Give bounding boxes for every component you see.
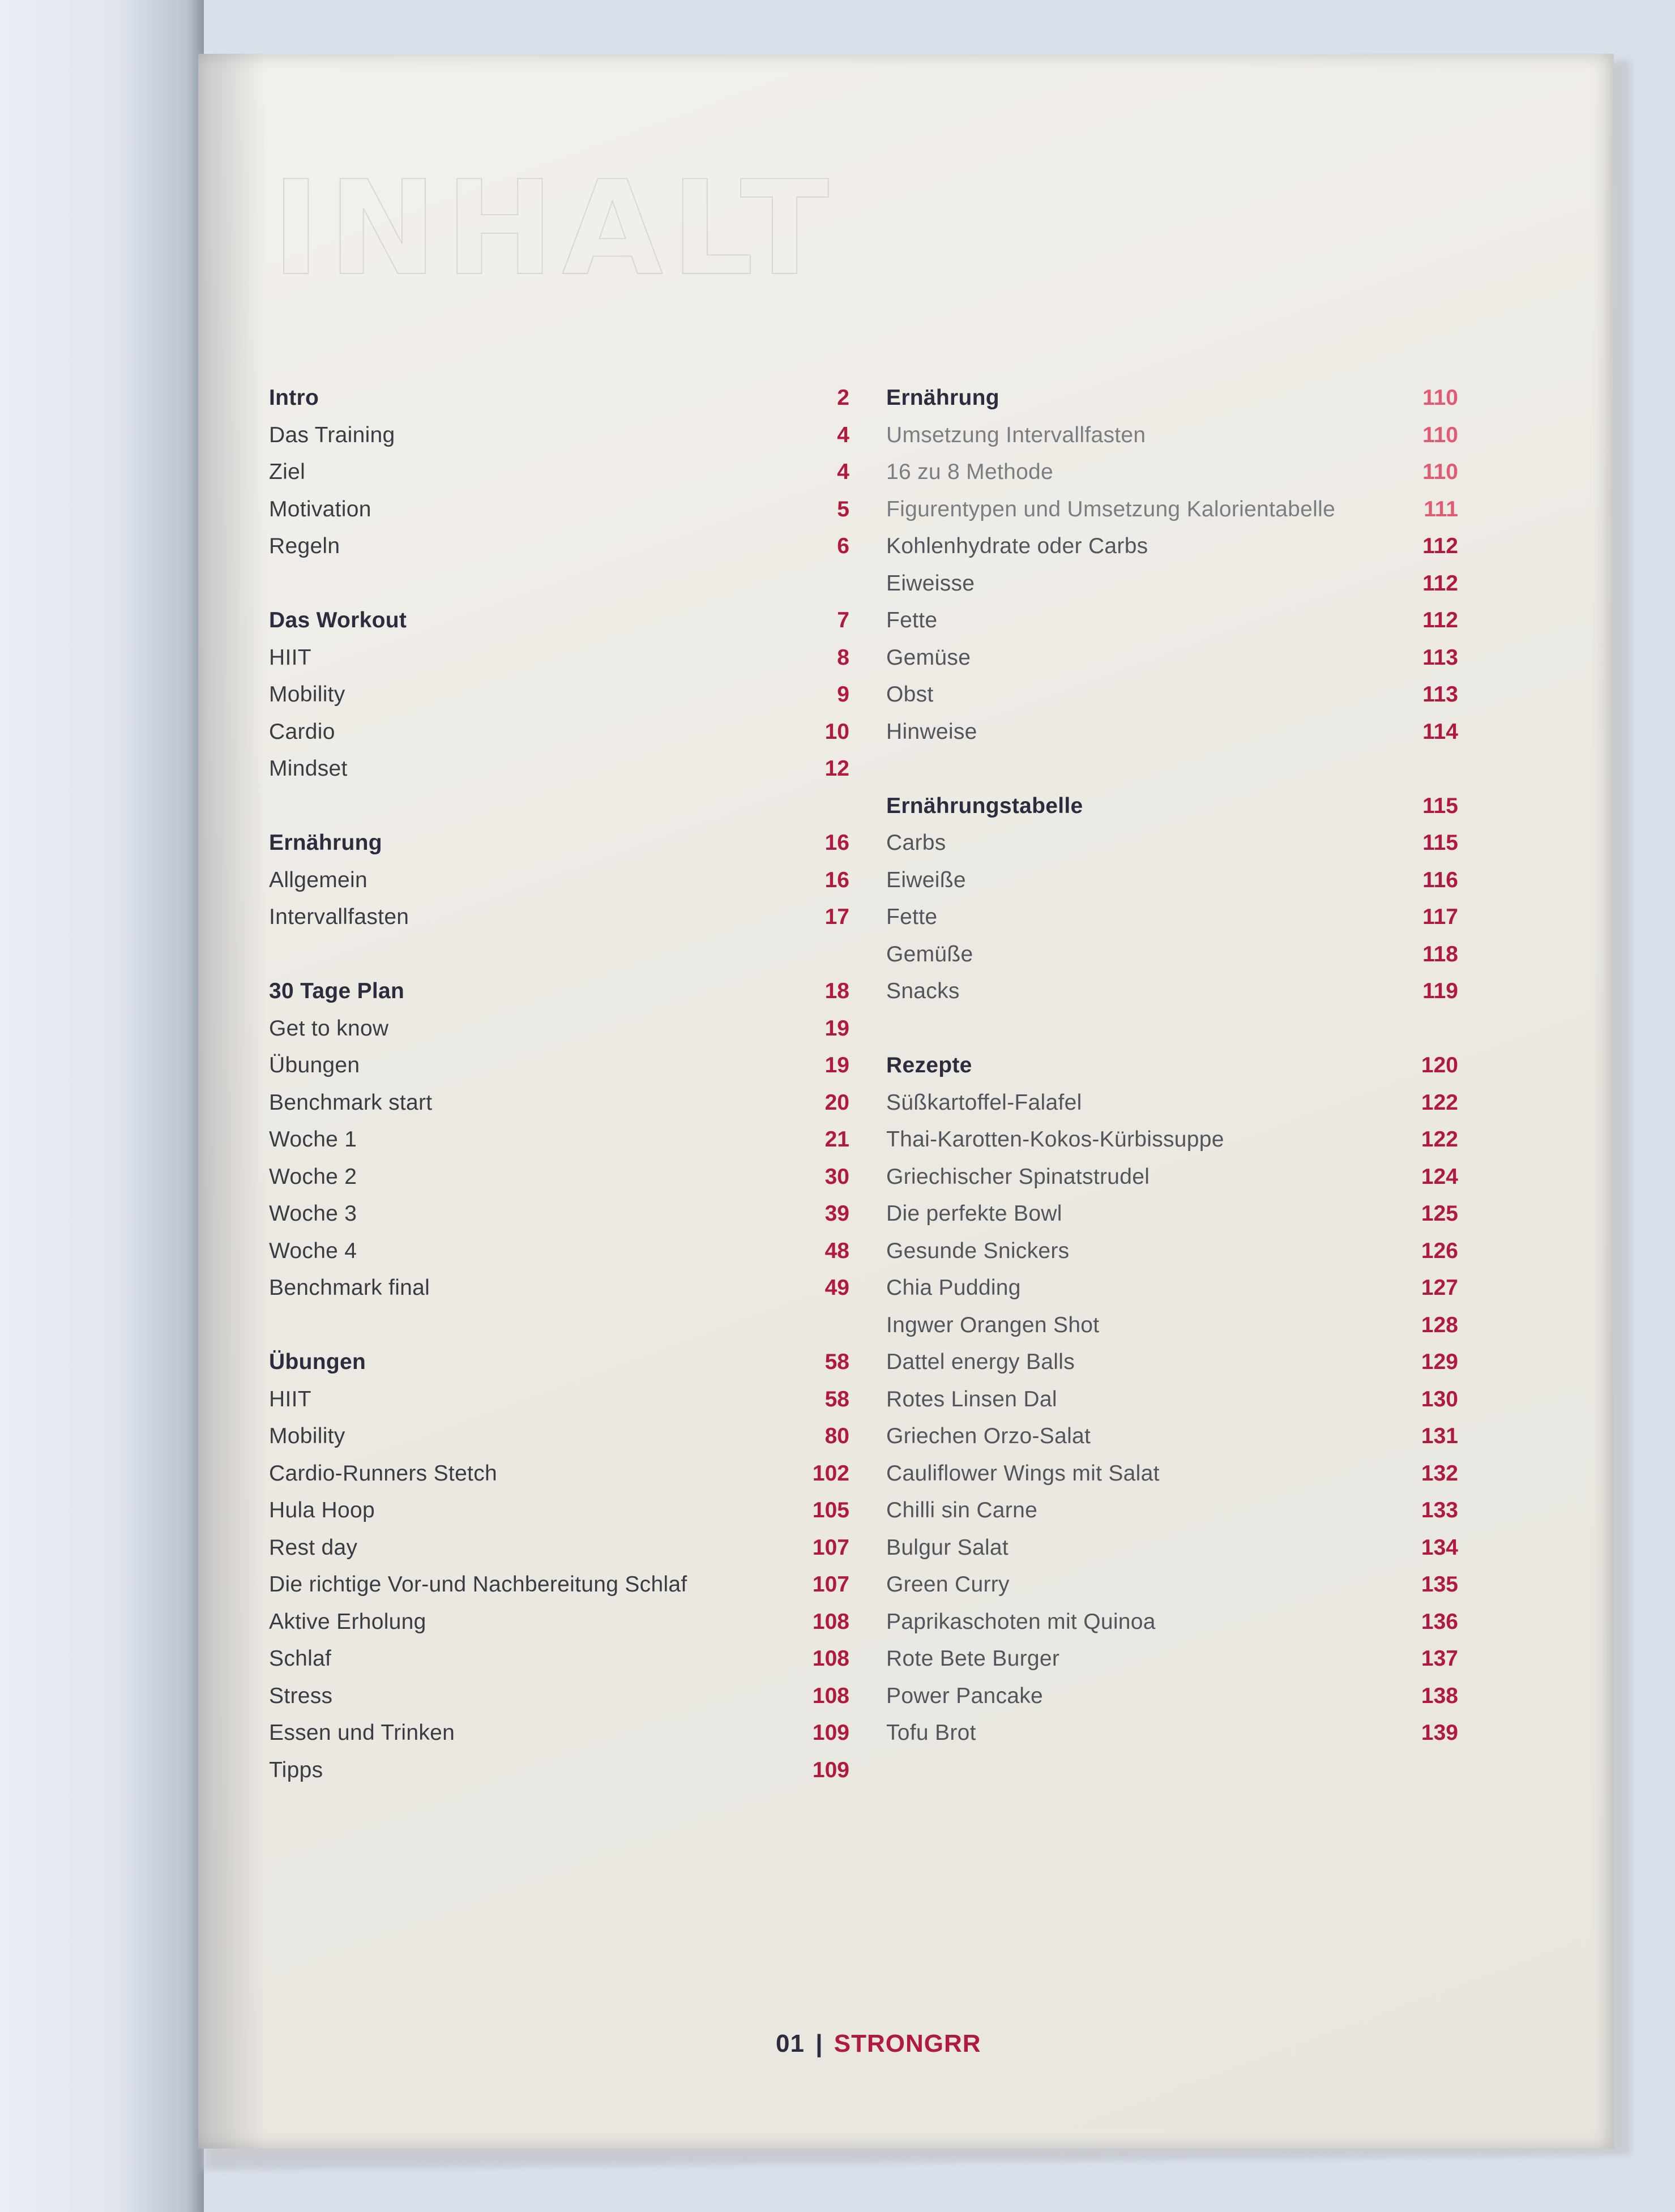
toc-entry-label: Die richtige Vor-und Nachbereitung Schlaf [269,1572,687,1597]
toc-entry[interactable] [886,1381,1458,1418]
toc-page-number: 112 [1422,571,1458,596]
toc-entry-label: Motivation [269,497,371,521]
toc-page-number: 134 [1421,1535,1458,1560]
toc-page-number: 132 [1421,1461,1458,1486]
toc-entry[interactable] [886,676,1458,713]
toc-page-number: 122 [1421,1090,1458,1115]
toc-entry[interactable] [886,1455,1458,1492]
toc-heading-label: Übungen [269,1350,366,1374]
toc-entry[interactable] [269,1714,849,1752]
toc-entry-label: Hinweise [886,719,977,744]
toc-page-number: 113 [1422,682,1458,707]
toc-page-number: 119 [1422,979,1458,1003]
toc-page-number: 117 [1422,905,1458,929]
toc-entry[interactable] [886,1158,1458,1196]
toc-page-number: 102 [812,1461,849,1486]
toc-entry-label: Intervallfasten [269,905,409,929]
toc-entry-label: Tofu Brot [886,1721,976,1745]
toc-entry[interactable] [886,1084,1458,1122]
toc-entry[interactable] [269,1418,849,1455]
previous-page-edge [0,0,204,2212]
toc-right-column [886,379,1458,1752]
toc-entry-label: Stress [269,1683,333,1708]
toc-entry-label: Die perfekte Bowl [886,1201,1062,1226]
toc-entry-label: Snacks [886,979,960,1003]
toc-entry-label: Rotes Linsen Dal [886,1387,1057,1411]
toc-entry-label: Übungen [269,1053,360,1077]
section-gap [886,750,1458,788]
toc-entry[interactable] [886,491,1458,528]
toc-entry-label: Benchmark start [269,1090,433,1115]
toc-entry-label: Griechen Orzo-Salat [886,1424,1091,1448]
toc-entry-label: Cardio-Runners Stetch [269,1461,497,1486]
toc-entry[interactable] [269,1492,849,1529]
toc-section-heading[interactable] [269,379,849,417]
footer-page-number: 01 [776,2030,805,2057]
toc-entry[interactable] [269,1678,849,1715]
toc-entry-label: Allgemein [269,867,368,892]
toc-entry[interactable] [886,1529,1458,1567]
toc-entry[interactable] [269,528,849,565]
toc-entry[interactable] [886,417,1458,454]
toc-section-heading[interactable] [269,1344,849,1381]
toc-entry-label: Figurentypen und Umsetzung Kalorientabelle [886,497,1336,521]
toc-entry[interactable] [886,528,1458,565]
toc-page-number: 139 [1421,1721,1458,1745]
toc-entry[interactable] [886,1233,1458,1270]
section-gap [886,1010,1458,1047]
toc-section [269,1344,849,1789]
toc-entry[interactable] [269,1566,849,1603]
toc-section [886,1047,1458,1752]
toc-page-number: 10 [824,719,849,744]
toc-entry-label: HIIT [269,1387,311,1411]
toc-entry[interactable] [269,1010,849,1047]
page-title: INHALT [272,153,837,305]
toc-entry[interactable] [269,1269,849,1307]
toc-entry-label: Fette [886,905,938,929]
toc-section-heading[interactable] [886,1047,1458,1084]
toc-heading-label: Intro [269,386,319,410]
toc-entry[interactable] [886,862,1458,899]
toc-left-column [269,379,849,1789]
toc-heading-label: Ernährungstabelle [886,793,1083,818]
toc-entry-label: Eiweisse [886,571,975,596]
toc-page-number: 7 [837,608,849,632]
toc-entry[interactable] [886,1121,1458,1158]
toc-page-number: 111 [1424,497,1458,521]
toc-page-number: 21 [824,1127,849,1152]
toc-entry[interactable] [886,1640,1458,1678]
toc-page-number: 18 [824,979,849,1003]
toc-heading-label: 30 Tage Plan [269,979,405,1003]
toc-page-number: 115 [1422,793,1458,818]
footer-brand: STRONGRR [834,2030,981,2057]
toc-page-number: 6 [837,534,849,558]
toc-entry[interactable] [269,639,849,677]
toc-page-number: 48 [824,1238,849,1263]
toc-entry-label: Süßkartoffel-Falafel [886,1090,1082,1115]
toc-entry-label: Gemüße [886,942,973,966]
toc-entry[interactable] [269,1158,849,1196]
toc-entry-label: Chilli sin Carne [886,1498,1038,1522]
toc-entry[interactable] [886,565,1458,602]
toc-entry-label: Woche 1 [269,1127,357,1152]
toc-heading-label: Ernährung [886,386,999,410]
toc-heading-label: Ernährung [269,831,382,855]
toc-page-number: 2 [837,386,849,410]
toc-entry[interactable] [269,1529,849,1567]
toc-page-number: 12 [824,756,849,781]
toc-entry-label: Green Curry [886,1572,1010,1597]
toc-entry[interactable] [886,602,1458,639]
toc-section-heading[interactable] [886,379,1458,417]
toc-section [269,602,849,788]
toc-page-number: 135 [1421,1572,1458,1597]
toc-entry-label: Eiweiße [886,867,966,892]
toc-page-number: 109 [812,1757,849,1782]
toc-entry[interactable] [886,824,1458,862]
section-gap [269,1307,849,1344]
toc-page-number: 116 [1422,867,1458,892]
toc-entry-label: Carbs [886,831,946,855]
toc-entry-label: Woche 4 [269,1238,357,1263]
toc-entry-label: Mindset [269,756,348,781]
toc-page-number: 108 [812,1646,849,1671]
toc-page-number: 108 [812,1609,849,1634]
toc-page-number: 9 [837,682,849,707]
toc-page-number: 8 [837,645,849,670]
toc-entry-label: Tipps [269,1757,323,1782]
toc-heading-label: Rezepte [886,1053,972,1077]
toc-entry-label: Hula Hoop [269,1498,375,1522]
toc-page-number: 58 [824,1350,849,1374]
toc-entry-label: Cauliflower Wings mit Salat [886,1461,1160,1486]
toc-entry-label: Kohlenhydrate oder Carbs [886,534,1148,558]
toc-page-number: 80 [824,1424,849,1448]
toc-entry[interactable] [886,453,1458,491]
toc-entry-label: Das Training [269,422,395,447]
toc-page-number: 19 [824,1016,849,1041]
toc-entry[interactable] [886,1195,1458,1233]
toc-page-number: 136 [1421,1609,1458,1634]
toc-section [269,973,849,1307]
toc-page-number: 137 [1421,1646,1458,1671]
toc-entry-label: Ingwer Orangen Shot [886,1312,1100,1337]
toc-page-number: 125 [1421,1201,1458,1226]
toc-page-number: 110 [1422,460,1458,484]
toc-page-number: 19 [824,1053,849,1077]
toc-page-number: 129 [1421,1350,1458,1374]
toc-entry[interactable] [886,1269,1458,1307]
toc-entry[interactable] [269,1752,849,1789]
toc-page-number: 138 [1421,1683,1458,1708]
toc-entry[interactable] [269,1121,849,1158]
toc-section-heading[interactable] [269,973,849,1010]
toc-entry-label: Mobility [269,1424,345,1448]
footer-separator: | [815,2030,823,2057]
toc-entry-label: Power Pancake [886,1683,1044,1708]
toc-page-number: 107 [812,1572,849,1597]
toc-entry-label: Bulgur Salat [886,1535,1009,1560]
toc-page-number: 126 [1421,1238,1458,1263]
toc-page-number: 16 [824,831,849,855]
toc-page-number: 120 [1421,1053,1458,1077]
toc-entry-label: Griechischer Spinatstrudel [886,1164,1150,1189]
toc-entry[interactable] [269,1047,849,1084]
toc-entry[interactable] [269,713,849,751]
toc-page-number: 5 [837,497,849,521]
toc-entry-label: Regeln [269,534,340,558]
toc-entry[interactable] [269,1195,849,1233]
toc-entry-label: Mobility [269,682,345,707]
toc-entry[interactable] [886,1492,1458,1529]
toc-page-number: 130 [1421,1387,1458,1411]
toc-page-number: 108 [812,1683,849,1708]
toc-page-number: 124 [1421,1164,1458,1189]
toc-entry[interactable] [886,1603,1458,1641]
toc-page-number: 49 [824,1276,849,1300]
toc-section-heading[interactable] [269,824,849,862]
toc-entry[interactable] [886,1678,1458,1715]
toc-page-number: 112 [1422,534,1458,558]
toc-entry-label: Obst [886,682,934,707]
toc-entry[interactable] [886,1714,1458,1752]
toc-entry[interactable] [269,899,849,936]
toc-entry-label: Fette [886,608,938,632]
toc-entry-label: Get to know [269,1016,389,1041]
toc-entry[interactable] [269,453,849,491]
toc-page-number: 39 [824,1201,849,1226]
toc-entry[interactable] [886,1418,1458,1455]
toc-page-number: 118 [1422,942,1458,966]
toc-entry[interactable] [269,676,849,713]
toc-entry-label: HIIT [269,645,311,670]
toc-page-number: 4 [837,460,849,484]
toc-section [886,788,1458,1010]
toc-entry[interactable] [269,417,849,454]
toc-entry-label: Schlaf [269,1646,332,1671]
toc-section [886,379,1458,750]
toc-page-number: 110 [1422,386,1458,410]
toc-page-number: 113 [1422,645,1458,670]
toc-page-number: 115 [1422,831,1458,855]
toc-heading-label: Das Workout [269,608,407,632]
toc-page-number: 109 [812,1721,849,1745]
toc-entry-label: Gemüse [886,645,971,670]
toc-entry[interactable] [269,1233,849,1270]
toc-entry-label: Chia Pudding [886,1276,1021,1300]
toc-entry[interactable] [269,1640,849,1678]
toc-page-number: 17 [824,905,849,929]
toc-page-number: 58 [824,1387,849,1411]
toc-page-number: 4 [837,422,849,447]
section-gap [269,936,849,973]
toc-entry-label: Ziel [269,460,306,484]
toc-entry-label: Woche 2 [269,1164,357,1189]
toc-entry[interactable] [269,491,849,528]
toc-entry-label: Essen und Trinken [269,1721,455,1745]
toc-entry[interactable] [886,713,1458,751]
toc-page-number: 105 [812,1498,849,1522]
toc-page-number: 16 [824,867,849,892]
toc-entry-label: Rote Bete Burger [886,1646,1060,1671]
toc-entry[interactable] [886,899,1458,936]
toc-page-number: 127 [1421,1276,1458,1300]
toc-entry-label: Aktive Erholung [269,1609,426,1634]
toc-page-number: 110 [1422,422,1458,447]
toc-entry-label: Benchmark final [269,1276,430,1300]
toc-section-heading[interactable] [886,788,1458,825]
toc-entry[interactable] [886,639,1458,677]
toc-entry-label: 16 zu 8 Methode [886,460,1054,484]
toc-page-number: 20 [824,1090,849,1115]
toc-page-number: 107 [812,1535,849,1560]
toc-page-number: 30 [824,1164,849,1189]
toc-entry-label: Dattel energy Balls [886,1350,1075,1374]
toc-page-number: 133 [1421,1498,1458,1522]
toc-entry[interactable] [269,1455,849,1492]
toc-page-number: 131 [1421,1424,1458,1448]
toc-entry-label: Rest day [269,1535,358,1560]
toc-entry-label: Gesunde Snickers [886,1238,1070,1263]
toc-entry[interactable] [886,1344,1458,1381]
toc-entry-label: Thai-Karotten-Kokos-Kürbissuppe [886,1127,1224,1152]
toc-entry-label: Woche 3 [269,1201,357,1226]
toc-page-number: 114 [1422,719,1458,744]
section-gap [269,788,849,825]
toc-page-number: 122 [1421,1127,1458,1152]
toc-section [269,379,849,565]
toc-entry[interactable] [269,862,849,899]
toc-entry[interactable] [269,750,849,788]
toc-entry[interactable] [886,1307,1458,1344]
toc-entry-label: Cardio [269,719,335,744]
toc-entry[interactable] [269,1603,849,1641]
toc-entry[interactable] [886,1566,1458,1603]
toc-entry[interactable] [269,1084,849,1122]
toc-entry-label: Paprikaschoten mit Quinoa [886,1609,1156,1634]
page-footer [776,2030,981,2058]
toc-page-number: 128 [1421,1312,1458,1337]
toc-entry[interactable] [886,936,1458,973]
toc-section [269,824,849,936]
toc-entry-label: Umsetzung Intervallfasten [886,422,1146,447]
toc-section-heading[interactable] [269,602,849,639]
section-gap [269,565,849,602]
toc-entry[interactable] [269,1381,849,1418]
binding-shadow [198,54,266,2149]
toc-entry[interactable] [886,973,1458,1010]
toc-page-number: 112 [1422,608,1458,632]
